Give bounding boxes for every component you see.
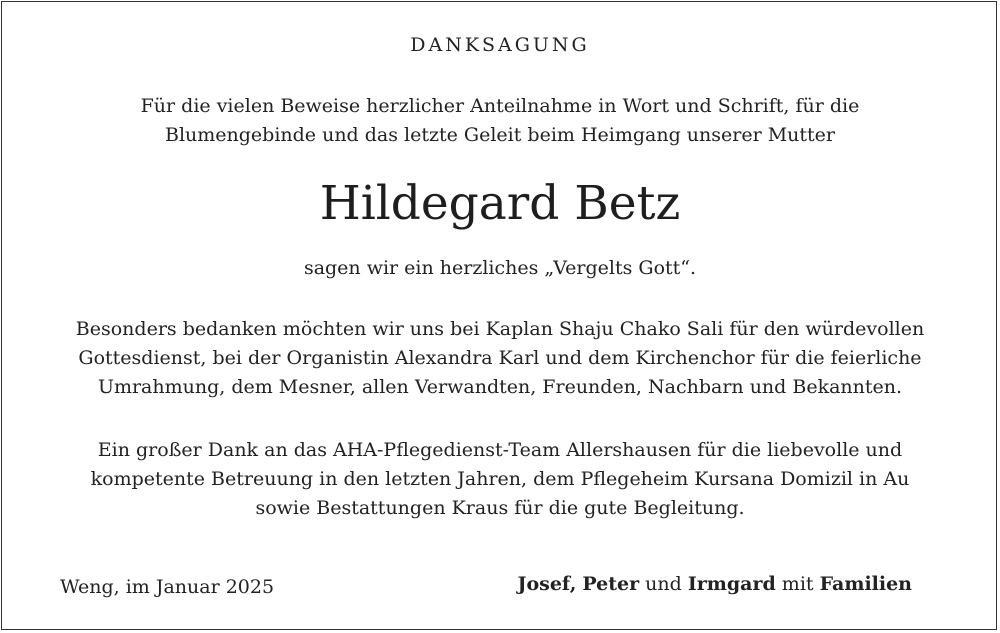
signer-name: Peter <box>582 573 640 595</box>
intro-text <box>0 92 1000 150</box>
acknowledgement-paragraph-2 <box>0 436 1000 523</box>
signer-conjunction: und <box>645 573 682 595</box>
paragraph-line: Umrahmung, dem Mesner, allen Verwandten, Freunden, Nachbarn und Bekannten. <box>97 376 903 398</box>
intro-line: Für die vielen Beweise herzlicher Anteilnahme in Wort und Schrift, für die <box>140 95 860 117</box>
paragraph-line: Ein großer Dank an das AHA-Pflegedienst-Team Allershausen für die liebevolle und <box>97 439 903 461</box>
paragraph-line: Besonders bedanken möchten wir uns bei Kaplan Shaju Chako Sali für den würdevollen <box>75 318 925 340</box>
place-date: Weng, im Januar 2025 <box>60 576 275 598</box>
signer-conjunction: mit <box>781 573 814 595</box>
thanks-line: sagen wir ein herzliches „Vergelts Gott“. <box>303 257 697 279</box>
signer-name: Irmgard <box>687 573 776 595</box>
acknowledgement-paragraph-1 <box>0 315 1000 402</box>
intro-line: Blumengebinde und das letzte Geleit beim Heimgang unserer Mutter <box>164 124 836 146</box>
paragraph-line: sowie Bestattungen Kraus für die gute Begleitung. <box>255 497 745 519</box>
notice-title: DANKSAGUNG <box>410 34 590 56</box>
deceased-name: Hildegard Betz <box>319 176 681 231</box>
signer-family: Familien <box>819 573 912 595</box>
signers <box>517 573 912 595</box>
signer-name: Josef, <box>517 573 577 595</box>
paragraph-line: Gottesdienst, bei der Organistin Alexandra Karl und dem Kirchenchor für die feierliche <box>78 347 922 369</box>
paragraph-line: kompetente Betreuung in den letzten Jahren, dem Pflegeheim Kursana Domizil in Au <box>90 468 910 490</box>
